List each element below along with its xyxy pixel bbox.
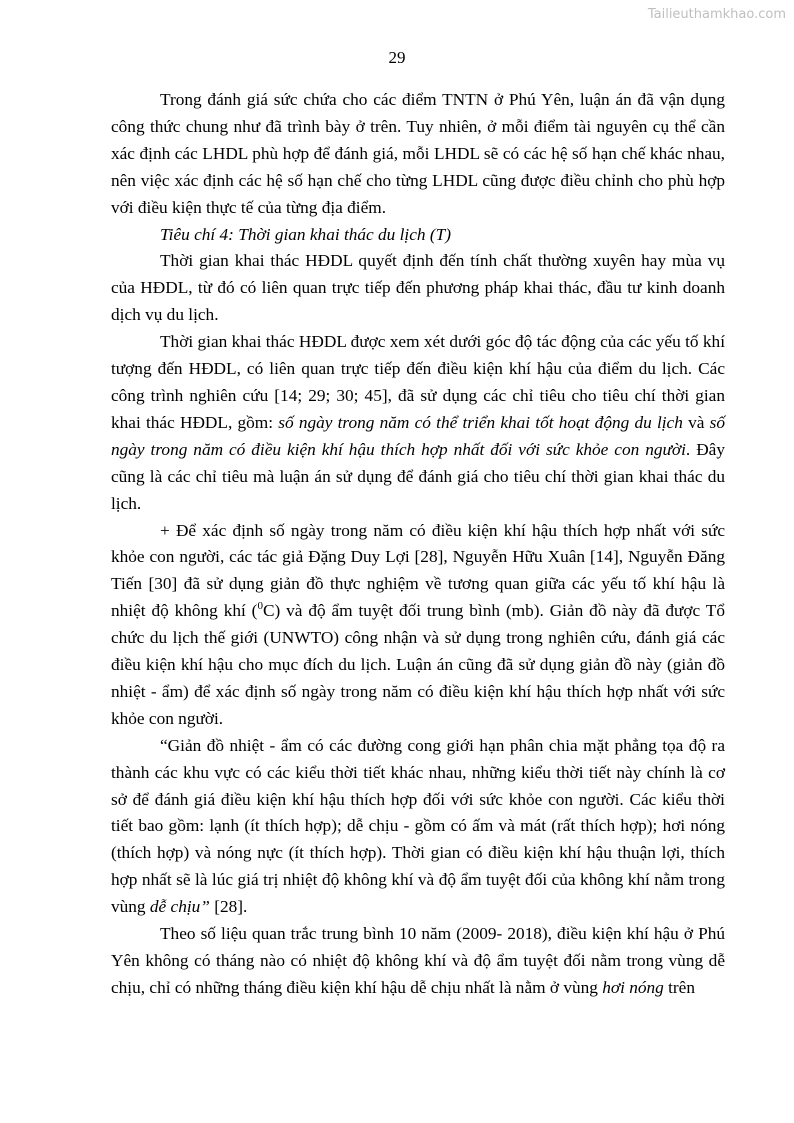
- italic-text: Tiêu chí 4: Thời gian khai thác du lịch (T): [160, 224, 451, 244]
- paragraph-text: C) và độ ẩm tuyệt đối trung bình (mb). Giản đồ này đã được Tổ chức du lịch thế giới (UNWTO) công nhận và sử dụng trong nghiên cứu, đánh giá các điều kiện khí hậu cho mục đích du lịch. Luận án cũng đã sử dụng giản đồ này (giản đồ nhiệt - ẩm) để xác định số ngày trong năm có điều kiện khí hậu thích hợp nhất với sức khỏe con người.: [111, 601, 725, 728]
- superscript-text: 0: [257, 600, 263, 613]
- paragraph: [111, 921, 725, 1002]
- italic-text: dễ chịu”: [149, 897, 210, 917]
- paragraph-text: + Để xác định số ngày trong năm có điều kiện khí hậu thích hợp nhất với sức khỏe con người, các tác giả Đặng Duy Lợi [28], Nguyễn Hữu Xuân [14], Nguyễn Đăng Tiến [30] đã sử dụng giản đồ thực nghiệm về tương quan giữa các yếu tố khí hậu là nhiệt độ không khí (: [111, 520, 725, 621]
- document-body: [111, 87, 725, 1002]
- paragraph: [111, 248, 725, 329]
- paragraph: [111, 329, 725, 517]
- paragraph-text: “Giản đồ nhiệt - ẩm có các đường cong giới hạn phân chia mặt phẳng tọa độ ra thành các khu vực có các kiểu thời tiết khác nhau, những kiểu thời tiết này chính là cơ sở để đánh giá điều kiện khí hậu thích hợp đối với sức khỏe con người. Các kiểu thời tiết bao gồm: lạnh (ít thích hợp); dễ chịu - gồm có ấm và mát (rất thích hợp); hơi nóng (thích hợp) và nóng nực (ít thích hợp). Thời gian có điều kiện khí hậu thuận lợi, thích hợp nhất sẽ là lúc giá trị nhiệt độ không khí và độ ẩm tuyệt đối của không khí nằm trong vùng: [111, 735, 725, 917]
- paragraph: [111, 518, 725, 733]
- paragraph: [111, 87, 725, 222]
- paragraph-text: và: [682, 412, 710, 432]
- paragraph-text: trên: [663, 977, 695, 997]
- paragraph: [111, 222, 725, 249]
- paragraph-text: . Đây cũng là các chỉ tiêu mà luận án sử dụng để đánh giá cho tiêu chí thời gian khai thác du lịch.: [111, 439, 725, 513]
- paragraph-text: [28].: [209, 897, 248, 917]
- paragraph: [111, 733, 725, 921]
- italic-text: số ngày trong năm có thể triển khai tốt hoạt động du lịch: [278, 412, 683, 432]
- watermark: Tailieuthamkhao.com: [647, 7, 786, 22]
- paragraph-text: Thời gian khai thác HĐDL được xem xét dưới góc độ tác động của các yếu tố khí tượng đến HĐDL, có liên quan trực tiếp đến điều kiện khí hậu của điểm du lịch. Các công trình nghiên cứu [14; 29; 30; 45], đã sử dụng các chỉ tiêu cho tiêu chí thời gian khai thác HĐDL, gồm:: [111, 332, 725, 432]
- italic-text: số ngày trong năm có điều kiện khí hậu thích hợp nhất đối với sức khỏe con người: [111, 412, 725, 459]
- italic-text: hơi nóng: [602, 977, 664, 997]
- paragraph-text: Theo số liệu quan trắc trung bình 10 năm (2009- 2018), điều kiện khí hậu ở Phú Yên không có tháng nào có nhiệt độ không khí và độ ẩm tuyệt đối nằm trong vùng dễ chịu, chỉ có những tháng điều kiện khí hậu dễ chịu nhất là nằm ở vùng: [111, 924, 725, 997]
- page-number: 29: [388, 48, 406, 67]
- paragraph-text: Thời gian khai thác HĐDL quyết định đến tính chất thường xuyên hay mùa vụ của HĐDL, từ đó có liên quan trực tiếp đến phương pháp khai thác, đầu tư kinh doanh dịch vụ du lịch.: [111, 251, 725, 325]
- paragraph-text: Trong đánh giá sức chứa cho các điểm TNTN ở Phú Yên, luận án đã vận dụng công thức chung như đã trình bày ở trên. Tuy nhiên, ở mỗi điểm tài nguyên cụ thể cần xác định các LHDL phù hợp để đánh giá, mỗi LHDL sẽ có các hệ số hạn chế khác nhau, nên việc xác định các hệ số hạn chế cho từng LHDL cũng được điều chỉnh cho phù hợp với điều kiện thực tế của từng địa điểm.: [111, 90, 725, 217]
